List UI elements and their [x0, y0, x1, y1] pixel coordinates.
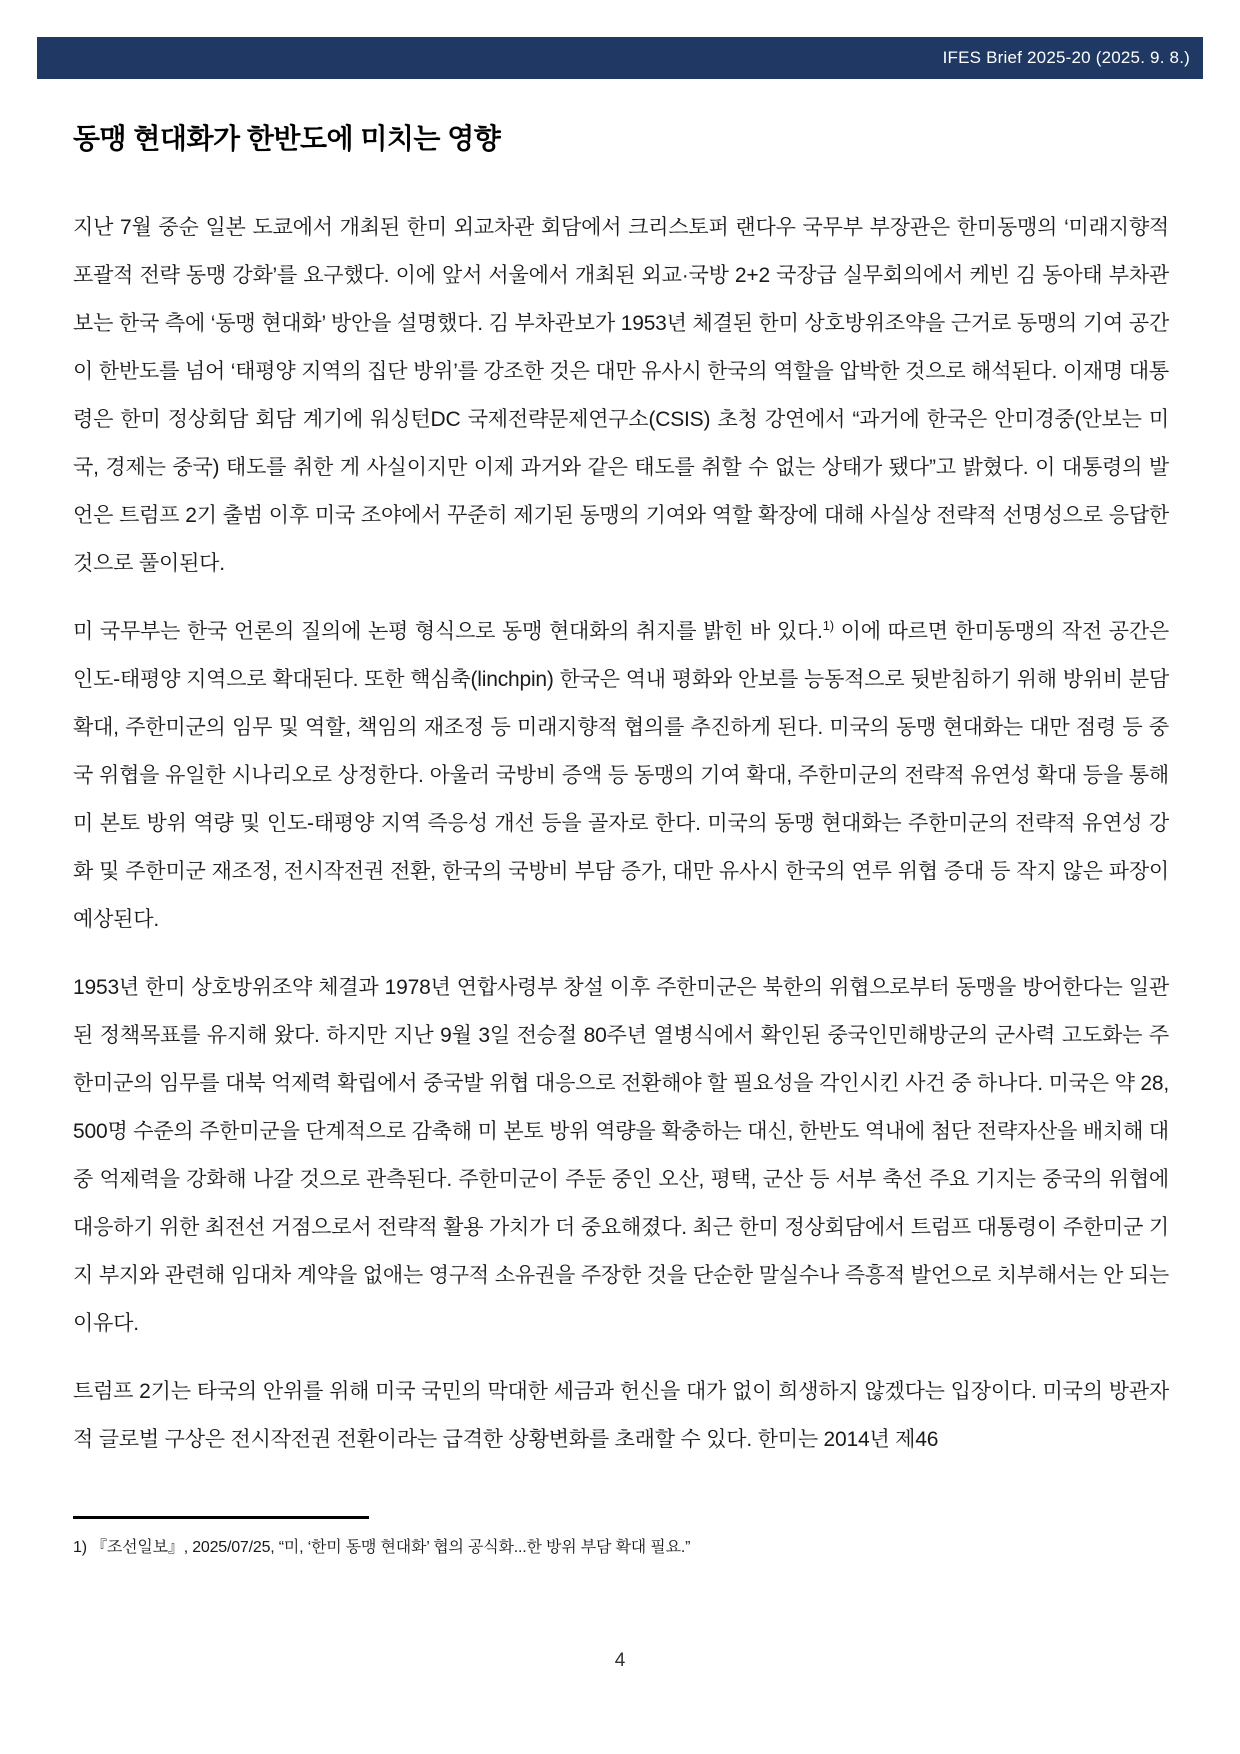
- body-paragraph-3: 1953년 한미 상호방위조약 체결과 1978년 연합사령부 창설 이후 주한미군은 북한의 위협으로부터 동맹을 방어한다는 일관된 정책목표를 유지해 왔다. 하지만 지난 9월 3일 전승절 80주년 열병식에서 확인된 중국인민해방군의 군사력 고도화는 주한미군의 임무를 대북 억제력 확립에서 중국발 위협 대응으로 전환해야 할 필요성을 각인시킨 사건 중 하나다. 미국은 약 28,500명 수준의 주한미군을 단계적으로 감축해 미 본토 방위 역량을 확충하는 대신, 한반도 역내에 첨단 전략자산을 배치해 대중 억제력을 강화해 나갈 것으로 관측된다. 주한미군이 주둔 중인 오산, 평택, 군산 등 서부 축선 주요 기지는 중국의 위협에 대응하기 위한 최전선 거점으로서 전략적 활용 가치가 더 중요해졌다. 최근 한미 정상회담에서 트럼프 대통령이 주한미군 기지 부지와 관련해 임대차 계약을 없애는 영구적 소유권을 주장한 것을 단순한 말실수나 즉흥적 발언으로 치부해서는 안 되는 이유다.: [73, 976, 1169, 1335]
- footnote-1: [73, 1534, 1169, 1557]
- footnote-divider: [73, 1516, 369, 1519]
- paragraph-2-text-after-footnote: 이에 따르면 한미동맹의 작전 공간은 인도-태평양 지역으로 확대된다. 또한 핵심축(linchpin) 한국은 역내 평화와 안보를 능동적으로 뒷받침하기 위해 방위비 분담 확대, 주한미군의 임무 및 역할, 책임의 재조정 등 미래지향적 협의를 추진하게 된다. 미국의 동맹 현대화는 대만 점령 등 중국 위협을 유일한 시나리오로 상정한다. 아울러 국방비 증액 등 동맹의 기여 확대, 주한미군의 전략적 유연성 확대 등을 통해 미 본토 방위 역량 및 인도-태평양 지역 즉응성 개선 등을 골자로 한다. 미국의 동맹 현대화는 주한미군의 전략적 유연성 강화 및 주한미군 재조정, 전시작전권 전환, 한국의 국방비 부담 증가, 대만 유사시 한국의 연루 위협 증대 등 작지 않은 파장이 예상된다.: [73, 620, 1169, 931]
- footnote-1-text: 『조선일보』, 2025/07/25, “미, ‘한미 동맹 현대화’ 협의 공식화...한 방위 부담 확대 필요.”: [86, 1539, 691, 1556]
- page-number: 4: [614, 1650, 626, 1671]
- footnote-reference-1: 1): [822, 618, 834, 633]
- body-paragraph-4: 트럼프 2기는 타국의 안위를 위해 미국 국민의 막대한 세금과 헌신을 대가 없이 희생하지 않겠다는 입장이다. 미국의 방관자적 글로벌 구상은 전시작전권 전환이라는 급격한 상황변화를 초래할 수 있다. 한미는 2014년 제46: [73, 1380, 1169, 1451]
- brief-issue-label: IFES Brief 2025-20 (2025. 9. 8.): [942, 48, 1190, 67]
- body-paragraph-2: [73, 608, 1169, 944]
- main-content: [73, 122, 1169, 1484]
- body-paragraph-1: 지난 7월 중순 일본 도쿄에서 개최된 한미 외교차관 회담에서 크리스토퍼 랜다우 국무부 부장관은 한미동맹의 ‘미래지향적 포괄적 전략 동맹 강화’를 요구했다. 이에 앞서 서울에서 개최된 외교·국방 2+2 국장급 실무회의에서 케빈 김 동아태 부차관보는 한국 측에 ‘동맹 현대화’ 방안을 설명했다. 김 부차관보가 1953년 체결된 한미 상호방위조약을 근거로 동맹의 기여 공간이 한반도를 넘어 ‘태평양 지역의 집단 방위’를 강조한 것은 대만 유사시 한국의 역할을 압박한 것으로 해석된다. 이재명 대통령은 한미 정상회담 회담 계기에 워싱턴DC 국제전략문제연구소(CSIS) 초청 강연에서 “과거에 한국은 안미경중(안보는 미국, 경제는 중국) 태도를 취한 게 사실이지만 이제 과거와 같은 태도를 취할 수 없는 상태가 됐다”고 밝혔다. 이 대통령의 발언은 트럼프 2기 출범 이후 미국 조야에서 꾸준히 제기된 동맹의 기여와 역할 확장에 대해 사실상 전략적 선명성으로 응답한 것으로 풀이된다.: [73, 216, 1169, 575]
- header-bar: [37, 37, 1203, 79]
- paragraph-2-text-before-footnote: 미 국무부는 한국 언론의 질의에 논평 형식으로 동맹 현대화의 취지를 밝힌 바 있다.: [73, 620, 823, 643]
- page-title: 동맹 현대화가 한반도에 미치는 영향: [73, 123, 501, 154]
- footnote-section: [73, 1516, 1169, 1557]
- footnote-1-marker: 1): [73, 1539, 87, 1556]
